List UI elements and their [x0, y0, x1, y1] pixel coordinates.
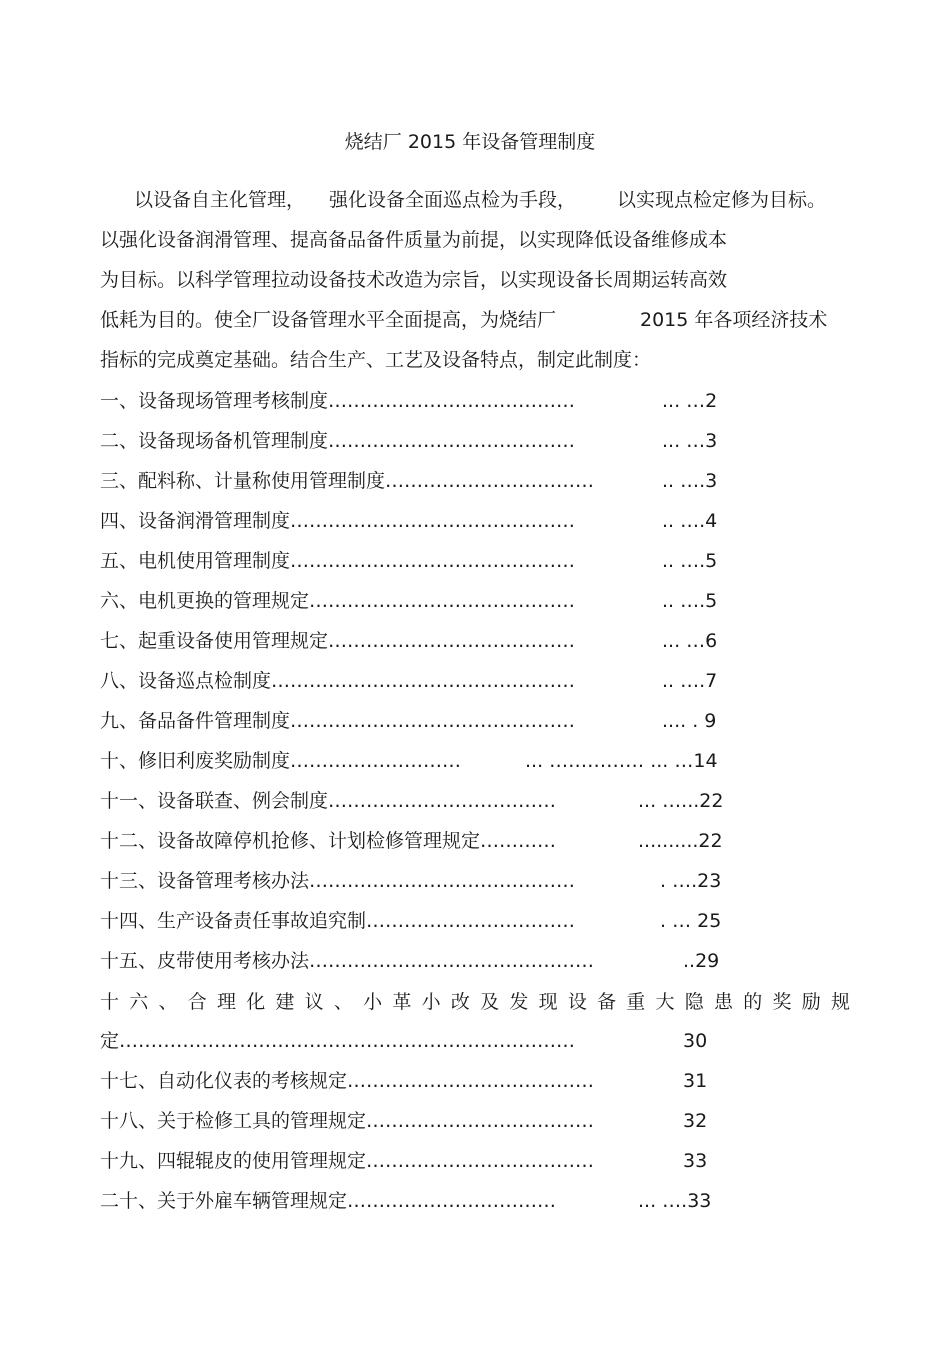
- toc-entry-label: 二、设备现场备机管理制度…………………………………: [100, 430, 576, 452]
- toc-entry-label-wide[interactable]: 十六、合理化建议、小革小改及发现设备重大隐患的奖励规: [100, 991, 850, 1013]
- toc-entry-page: .. ….4: [662, 510, 718, 532]
- toc-entry-page: .. ….3: [662, 470, 718, 492]
- intro-line-4b: 2015 年各项经济技术: [640, 309, 828, 331]
- toc-entry-page: .. ….7: [662, 670, 718, 692]
- toc-entry-label: 六、电机更换的管理规定……………………………………: [100, 590, 576, 612]
- intro-line-2: 以强化设备润滑管理、提高备品备件质量为前提，以实现降低设备维修成本: [100, 229, 728, 251]
- toc-entry-label: 二十、关于外雇车辆管理规定……………………………: [100, 1190, 557, 1212]
- intro-line-5: 指标的完成奠定基础。结合生产、工艺及设备特点，制定此制度：: [100, 349, 652, 371]
- toc-entry-label: 定………………………………………………………………: [100, 1030, 576, 1052]
- toc-entry-page: ..........22: [638, 830, 723, 852]
- toc-entry-page: 32: [683, 1110, 708, 1132]
- intro-line-1a: 以设备自主化管理，: [134, 189, 306, 211]
- toc-entry-label: 十一、设备联查、例会制度………………………………: [100, 790, 557, 812]
- toc-entry-label: 七、起重设备使用管理规定…………………………………: [100, 630, 576, 652]
- toc-entry-label: 十九、四辊辊皮的使用管理规定………………………………: [100, 1150, 595, 1172]
- toc-entry-page: 31: [683, 1070, 708, 1092]
- toc-entry-label: 三、配料称、计量称使用管理制度……………………………: [100, 470, 595, 492]
- toc-entry-label: 八、设备巡点检制度…………………………………………: [100, 670, 576, 692]
- toc-entry-page: ... …2: [662, 390, 718, 412]
- toc-entry-page: .. ….5: [662, 550, 718, 572]
- toc-entry-page: ... …...22: [638, 790, 724, 812]
- intro-line-1b: 强化设备全面巡点检为手段，: [329, 189, 577, 211]
- toc-entry-page: ..29: [683, 950, 720, 972]
- toc-entry-label: 十七、自动化仪表的考核规定…………………………………: [100, 1070, 595, 1092]
- toc-entry-page: ... …6: [662, 630, 718, 652]
- intro-line-1c: 以实现点检定修为目标。: [617, 189, 827, 211]
- toc-entry-label: 十、修旧利废奖励制度………………………: [100, 750, 462, 772]
- intro-line-4a: 低耗为目的。使全厂设备管理水平全面提高，为烧结厂: [100, 309, 557, 331]
- document-title: 烧结厂 2015 年设备管理制度: [344, 131, 596, 153]
- toc-entry-page: 33: [683, 1150, 708, 1172]
- toc-entry-label: 十五、皮带使用考核办法………………………………………: [100, 950, 595, 972]
- toc-entry-label: 四、设备润滑管理制度………………………………………: [100, 510, 576, 532]
- toc-entry-page: . ….23: [660, 870, 722, 892]
- toc-entry-label: 五、电机使用管理制度………………………………………: [100, 550, 576, 572]
- toc-entry-label: 十三、设备管理考核办法……………………………………: [100, 870, 576, 892]
- toc-entry-label: 十八、关于检修工具的管理规定………………………………: [100, 1110, 595, 1132]
- toc-entry-label: 一、设备现场管理考核制度…………………………………: [100, 390, 576, 412]
- toc-entry-label: 十四、生产设备责任事故追究制……………………………: [100, 910, 576, 932]
- toc-entry-label: 十二、设备故障停机抢修、计划检修管理规定…………: [100, 830, 557, 852]
- toc-entry-page: 30: [683, 1030, 708, 1052]
- toc-entry-page: .. ….5: [662, 590, 718, 612]
- toc-entry-page: .... . 9: [662, 710, 717, 732]
- toc-entry-page: ... …3: [662, 430, 718, 452]
- toc-entry-page: ... ….33: [638, 1190, 712, 1212]
- toc-entry-label: 九、备品备件管理制度………………………………………: [100, 710, 576, 732]
- intro-line-3: 为目标。以科学管理拉动设备技术改造为宗旨，以实现设备长周期运转高效: [100, 269, 728, 291]
- toc-entry-page: ... …………… ... …14: [525, 750, 718, 772]
- toc-entry-page: . … 25: [660, 910, 722, 932]
